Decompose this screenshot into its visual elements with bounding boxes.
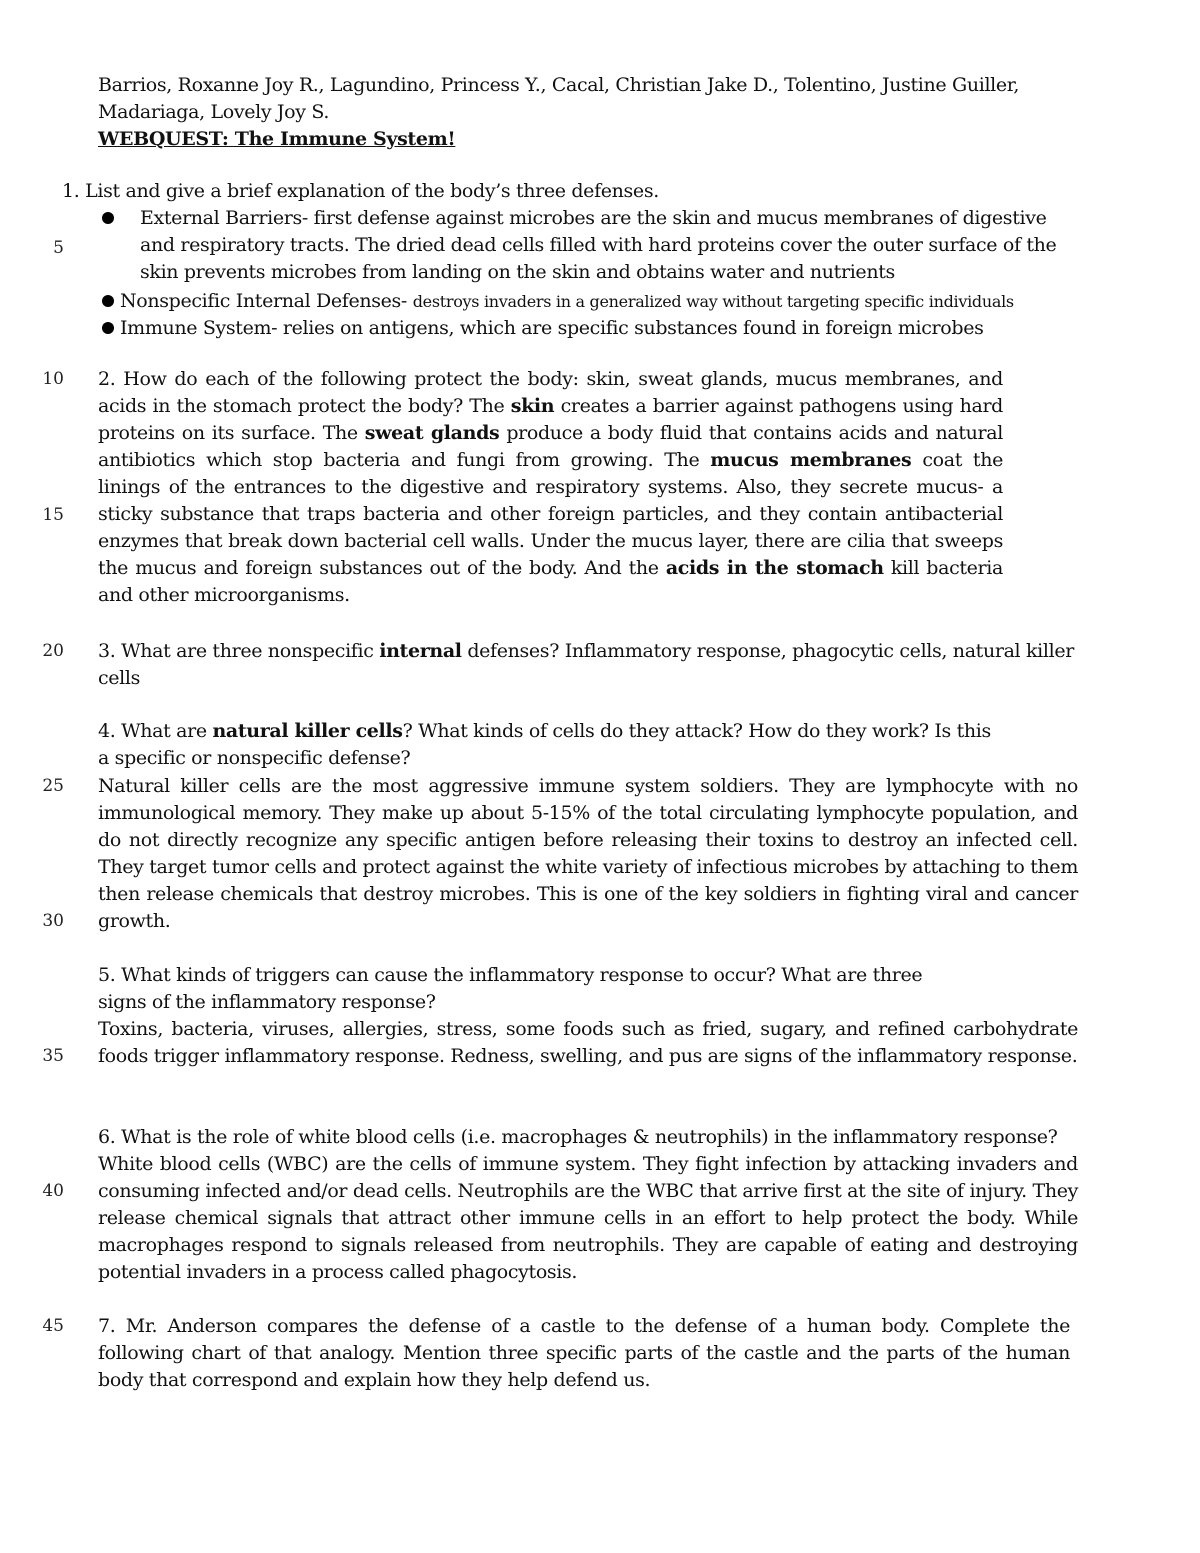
line-number: 45 bbox=[42, 1316, 64, 1336]
bullet-external-barriers bbox=[140, 205, 1090, 286]
bullet-lead: Nonspecific Internal Defenses- bbox=[120, 290, 413, 312]
text-run: produce a body fluid that contains acids and natural antibiotics which stop bacteria and fungi from growing. The bbox=[98, 422, 1003, 471]
authors-line: Barrios, Roxanne Joy R., Lagundino, Princess Y., Cacal, Christian Jake D., Tolentino, Justine Guiller, bbox=[98, 74, 1020, 96]
text-run: 4. What are bbox=[98, 720, 213, 742]
answer-6: White blood cells (WBC) are the cells of immune system. They fight infection by attacking invaders and consuming infected and/or dead cells. Neutrophils are the WBC that arrive first at the site of injury. They release chemical signals that attract other immune cells in an effort to help protect the body. While macrophages respond to signals released from neutrophils. They are capable of eating and destroying potential invaders in a process called phagocytosis. bbox=[98, 1153, 1078, 1283]
text-run: creates a barrier against pathogens using hard proteins on its surface. The bbox=[98, 395, 1003, 444]
bullet-text-line: and respiratory tracts. The dried dead cells filled with hard proteins cover the outer surface of the bbox=[140, 234, 1057, 256]
line-number: 25 bbox=[42, 776, 64, 796]
line-number: 30 bbox=[42, 911, 64, 931]
line-number: 10 bbox=[42, 369, 64, 389]
document-title: WEBQUEST: The Immune System! bbox=[98, 128, 456, 150]
bullet-icon bbox=[102, 322, 114, 334]
line-number: 20 bbox=[42, 641, 64, 661]
bold-term: mucus membranes bbox=[710, 449, 912, 471]
bullet-icon bbox=[102, 295, 114, 307]
answer-5: Toxins, bacteria, viruses, allergies, stress, some foods such as fried, sugary, and refined carbohydrate foods trigger inflammatory response. Redness, swelling, and pus are signs of the inflammatory response. bbox=[98, 1018, 1078, 1067]
bold-term: internal bbox=[379, 640, 462, 662]
answer-4: Natural killer cells are the most aggressive immune system soldiers. They are lymphocyte with no immunological memory. They make up about 5-15% of the total circulating lymphocyte population, and do not directly recognize any specific antigen before releasing their toxins to destroy an infected cell. They target tumor cells and protect against the white variety of infectious microbes by attaching to them then release chemicals that destroy microbes. This is one of the key soldiers in fighting viral and cancer growth. bbox=[98, 775, 1078, 932]
question-line: a specific or nonspecific defense? bbox=[98, 747, 411, 769]
text-run: defenses? Inflammatory response, phagocytic cells, natural killer cells bbox=[98, 640, 1074, 689]
text-run: ? What kinds of cells do they attack? How do they work? Is this bbox=[402, 720, 991, 742]
text-run: coat the linings of the entrances to the digestive and respiratory systems. Also, they secrete mucus- a sticky substance that traps bacteria and other foreign particles, and they contain antibacterial enzymes that break down bacterial cell walls. Under the mucus layer, there are cilia that sweeps the mucus and foreign substances out of the body. And the bbox=[98, 449, 1003, 579]
line-number: 35 bbox=[42, 1046, 64, 1066]
question-line bbox=[98, 718, 1088, 745]
question-line: signs of the inflammatory response? bbox=[98, 991, 436, 1013]
bullet-nonspecific-internal bbox=[120, 288, 1100, 315]
bullet-text-line: External Barriers- first defense against microbes are the skin and mucus membranes of digestive bbox=[140, 207, 1047, 229]
question-7: 7. Mr. Anderson compares the defense of a castle to the defense of a human body. Complete the following chart of that analogy. Mention three specific parts of the castle and the parts of the human body that correspond and explain how they help defend us. bbox=[98, 1315, 1070, 1391]
line-number: 40 bbox=[42, 1181, 64, 1201]
bold-term: sweat glands bbox=[364, 422, 500, 444]
line-number: 5 bbox=[53, 238, 64, 258]
bold-term: acids in the stomach bbox=[665, 557, 884, 579]
bullet-rest: destroys invaders in a generalized way without targeting specific individuals bbox=[412, 292, 1014, 311]
bullet-icon bbox=[102, 212, 114, 224]
text-run: 2. How do each of the following protect the body: skin, sweat glands, mucus membranes, and acids in the stomach protect the body? The bbox=[98, 368, 1003, 417]
question-3 bbox=[98, 638, 1083, 692]
question-4 bbox=[98, 718, 1088, 772]
bullet-immune-system: Immune System- relies on antigens, which are specific substances found in foreign microbes bbox=[120, 317, 984, 339]
bold-term: natural killer cells bbox=[212, 720, 403, 742]
line-number: 15 bbox=[42, 505, 64, 525]
bold-term: skin bbox=[510, 395, 555, 417]
question-2 bbox=[98, 366, 1003, 609]
question-6: 6. What is the role of white blood cells (i.e. macrophages & neutrophils) in the inflammatory response? bbox=[98, 1126, 1058, 1148]
question-line: 5. What kinds of triggers can cause the inflammatory response to occur? What are three bbox=[98, 964, 923, 986]
question-1: 1. List and give a brief explanation of the body’s three defenses. bbox=[62, 180, 659, 202]
authors-line: Madariaga, Lovely Joy S. bbox=[98, 101, 330, 123]
text-run: 3. What are three nonspecific bbox=[98, 640, 380, 662]
bullet-text-line: skin prevents microbes from landing on the skin and obtains water and nutrients bbox=[140, 261, 895, 283]
text-run: kill bacteria and other microorganisms. bbox=[98, 557, 1003, 606]
question-5 bbox=[98, 962, 1088, 1016]
header-block bbox=[98, 72, 1088, 153]
